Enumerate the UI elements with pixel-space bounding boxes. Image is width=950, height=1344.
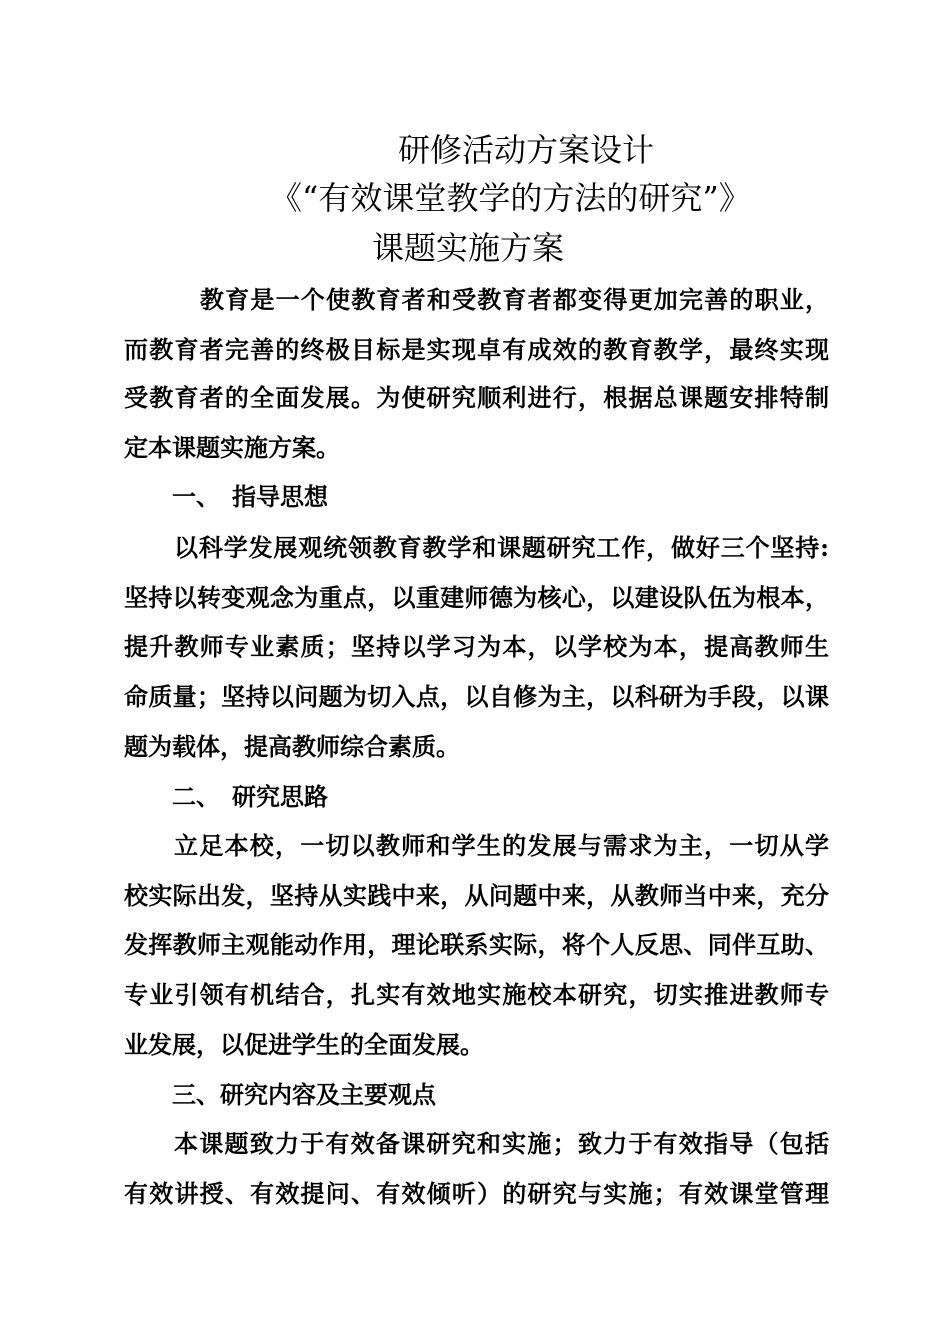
doc-title-line1: 研修活动方案设计: [398, 131, 655, 169]
section-heading-2: 二、 研究思路: [172, 783, 328, 811]
section-heading-3: 三、研究内容及主要观点: [172, 1081, 436, 1109]
section2-line: 立足本校，一切以教师和学生的发展与需求为主，一切从学: [174, 831, 829, 860]
intro-line: 教育是一个使教育者和受教育者都变得更加完善的职业，: [200, 285, 829, 314]
section-heading-1: 一、 指导思想: [172, 483, 328, 511]
section1-line: 题为载体，提高教师综合素质。: [124, 732, 460, 761]
doc-title-line2: 《“有效课堂教学的方法的研究”》: [270, 179, 751, 217]
section1-line: 提升教师专业素质；坚持以学习为本，以学校为本，提高教师生: [124, 632, 829, 661]
intro-line: 定本课题实施方案。: [124, 433, 340, 462]
section2-line: 业发展，以促进学生的全面发展。: [124, 1030, 484, 1059]
doc-title-line3: 课题实施方案: [372, 229, 565, 267]
section1-line: 以科学发展观统领教育教学和课题研究工作，做好三个坚持:: [174, 533, 829, 562]
intro-line: 而教育者完善的终极目标是实现卓有成效的教育教学，最终实现: [124, 335, 829, 364]
section2-line: 校实际出发，坚持从实践中来，从问题中来，从教师当中来，充分: [124, 881, 829, 910]
section2-line: 发挥教师主观能动作用，理论联系实际，将个人反思、同伴互助、: [124, 930, 829, 959]
section2-line: 专业引领有机结合，扎实有效地实施校本研究，切实推进教师专: [124, 980, 829, 1009]
section3-line: 有效讲授、有效提问、有效倾听）的研究与实施；有效课堂管理: [124, 1179, 829, 1208]
section1-line: 命质量；坚持以问题为切入点，以自修为主，以科研为手段，以课: [124, 682, 829, 711]
section1-line: 坚持以转变观念为重点，以重建师德为核心，以建设队伍为根本，: [124, 583, 829, 612]
section3-line: 本课题致力于有效备课研究和实施；致力于有效指导（包括: [174, 1129, 829, 1158]
intro-line: 受教育者的全面发展。为使研究顺利进行，根据总课题安排特制: [124, 383, 829, 412]
